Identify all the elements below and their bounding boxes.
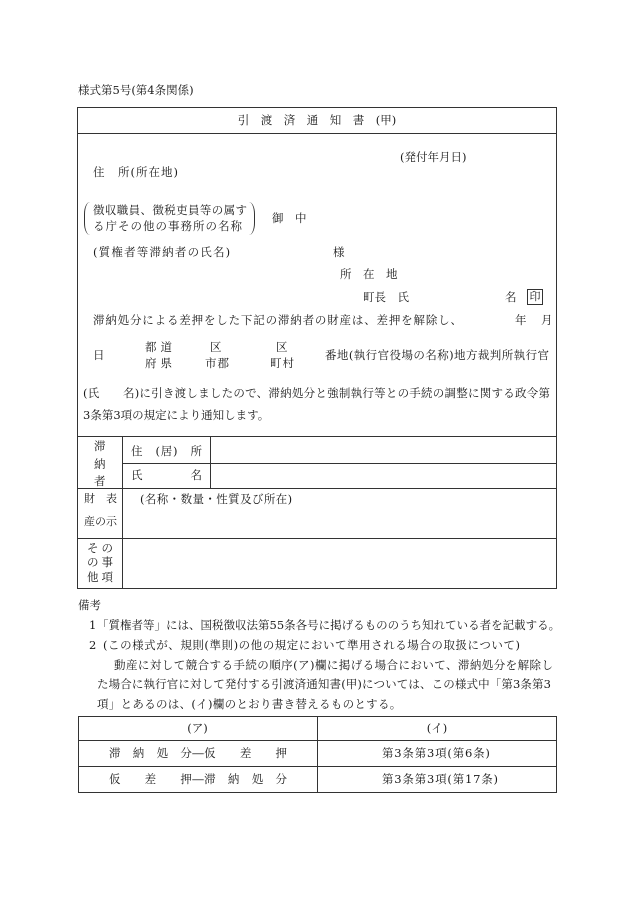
- city-top: 区: [210, 340, 222, 354]
- month-label: 月: [541, 313, 553, 327]
- title-rule: [77, 133, 557, 134]
- property-hint: (名称・数量・性質及び所在): [140, 492, 293, 506]
- note-line: 「質権者等」には、国税徴収法第55条各号に掲げるもののうち知れている者を記載する。: [97, 618, 561, 632]
- delinquent-name-label: 氏 名: [131, 468, 202, 482]
- bailiff-label: 番地(執行官役場の名称)地方裁判所執行官: [325, 348, 549, 362]
- label-column-rule: [122, 436, 123, 588]
- other-top-rule: [77, 538, 557, 539]
- notes-heading: 備考: [78, 598, 101, 612]
- details-top-rule: [77, 436, 557, 437]
- replacement-row-rule: [78, 766, 557, 767]
- form-title: 引 渡 済 通 知 書 (甲): [237, 113, 397, 127]
- city-bottom: 市郡: [205, 356, 229, 370]
- onchu-label: 御 中: [272, 211, 307, 225]
- column-header-a: (ア): [187, 721, 208, 735]
- table-cell: 仮 差 押―滞 納 処 分: [109, 772, 287, 786]
- sama-label: 様: [333, 245, 345, 259]
- column-header-i: (イ): [426, 721, 448, 735]
- note-number: 2: [89, 638, 97, 652]
- body-line-1: 滞納処分による差押をした下記の滞納者の財産は、差押を解除し、: [93, 313, 462, 327]
- note-number: 1: [89, 618, 97, 632]
- body-line-3: (氏 名)に引き渡しましたので、滞納処分と強制執行等との手続の調整に関する政令第: [83, 386, 550, 400]
- prefecture-top: 都道: [145, 340, 172, 354]
- mayor-name-suffix: 名: [505, 290, 517, 304]
- addressee-line-2: る庁その他の事務所の名称: [93, 219, 243, 233]
- address-label: 住 所(所在地): [93, 165, 179, 179]
- addressee-line-1: 徴収職員、徴税吏員等の属す: [93, 203, 247, 217]
- delinquent-label-3: 者: [94, 474, 106, 488]
- table-cell: 第3条第3項(第17条): [382, 772, 499, 786]
- delinquent-label-2: 納: [94, 457, 106, 471]
- day-label: 日: [93, 348, 105, 362]
- note-line: 動産に対して競合する手続の順序(ア)欄に掲げる場合において、滞納処分を解除し: [114, 658, 553, 672]
- delinquent-mid-rule: [122, 463, 557, 464]
- year-label: 年: [515, 313, 527, 327]
- left-bracket: [84, 202, 90, 235]
- table-cell: 滞 納 処 分―仮 差 押: [109, 746, 287, 760]
- seal-box: 印: [527, 289, 543, 305]
- other-label-3: 他項: [87, 570, 113, 584]
- issue-date-label: (発付年月日): [400, 150, 467, 164]
- table-cell: 第3条第3項(第6条): [382, 746, 491, 760]
- recipient-name-label: (質権者等滞納者の氏名): [93, 245, 232, 259]
- property-top-rule: [77, 488, 557, 489]
- property-label-1: 財表: [84, 492, 117, 505]
- note-line: (この様式が、規則(準則)の他の規定において準用される場合の取扱について): [103, 638, 520, 652]
- town-bottom: 町村: [270, 356, 294, 370]
- note-line: た場合に執行官に対して発付する引渡済通知書(甲)については、この様式中「第3条第3: [97, 677, 551, 691]
- property-label-2: 産の示: [84, 515, 117, 528]
- town-top: 区: [276, 340, 288, 354]
- other-label-1: その: [87, 541, 113, 555]
- delinquent-field-rule: [210, 436, 211, 488]
- delinquent-address-label: 住 (居) 所: [131, 444, 202, 458]
- replacement-row-rule: [78, 740, 557, 741]
- delinquent-label-1: 滞: [94, 439, 106, 453]
- form-number: 様式第5号(第4条関係): [78, 83, 194, 97]
- prefecture-bottom: 府県: [145, 356, 172, 370]
- other-label-2: の事: [87, 555, 113, 569]
- note-line: 項」とあるのは、(イ)欄のとおり書き替えるものとする。: [97, 697, 402, 711]
- mayor-label: 町長 氏: [363, 290, 409, 304]
- location-label: 所 在 地: [340, 267, 398, 281]
- body-line-4: 3条第3項の規定により通知します。: [83, 408, 270, 422]
